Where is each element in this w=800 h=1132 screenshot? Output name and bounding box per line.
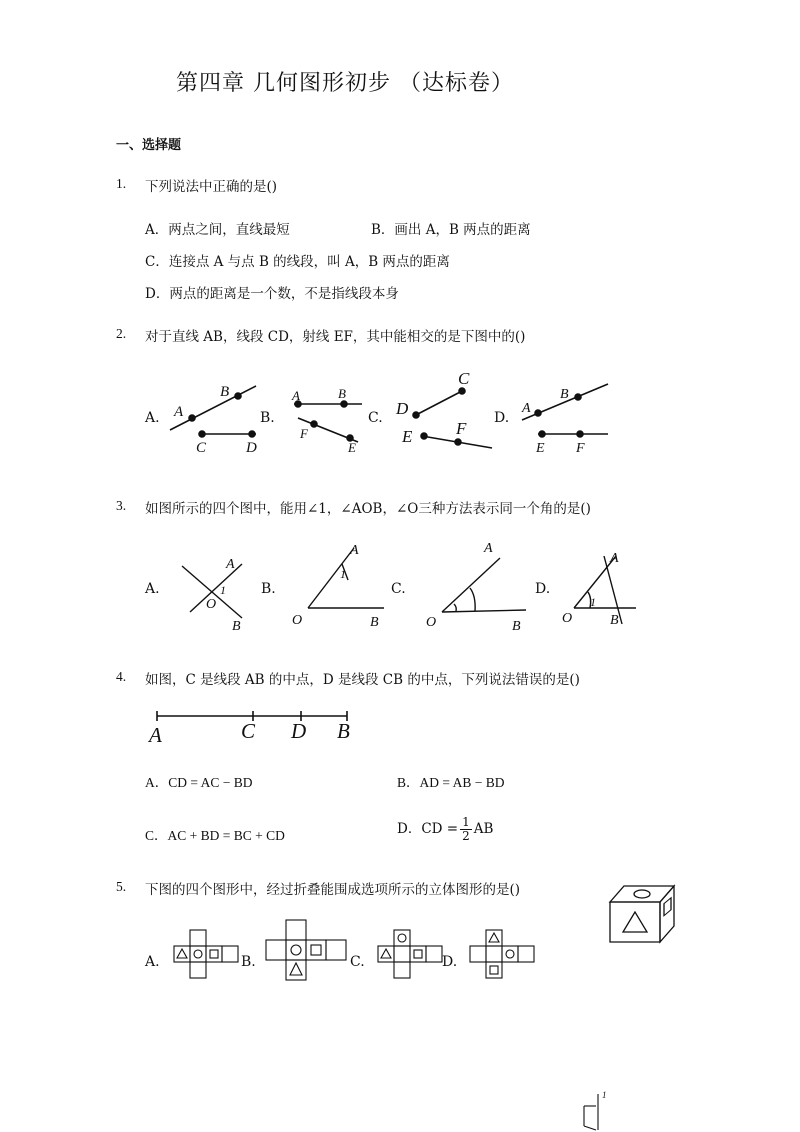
svg-text:F: F: [576, 441, 585, 456]
q5-net-b: [266, 920, 346, 980]
page-mark: 1: [602, 1090, 607, 1100]
question-4-option-b: B．AD = AB − BD: [397, 775, 505, 790]
q4-d-fraction: [460, 816, 472, 843]
q3-figures: [170, 536, 650, 636]
q2-figure-c: [395, 372, 492, 448]
question-3-text: 如图所示的四个图中，能用∠1，∠AOB，∠O三种方法表示同一个角的是(): [145, 501, 591, 517]
q3-label-a: A.: [145, 581, 160, 597]
svg-text:A: A: [226, 557, 235, 572]
question-1-option-a: A．两点之间，直线最短: [145, 222, 290, 238]
question-4-number: 4.: [116, 669, 127, 684]
section-heading: 一、选择题: [116, 138, 182, 153]
svg-text:O: O: [426, 615, 437, 630]
q4-d-suffix: AB: [473, 821, 494, 837]
q2-label-d: D.: [494, 410, 510, 426]
svg-text:O: O: [292, 613, 303, 628]
q3-label-b: B.: [261, 581, 276, 597]
question-1-option-d: D．两点的距离是一个数，不是指线段本身: [145, 286, 399, 302]
q2-figure-b: [291, 386, 362, 455]
svg-text:1: 1: [590, 595, 596, 609]
question-1-text: 下列说法中正确的是(): [145, 179, 278, 195]
svg-text:A: A: [610, 551, 619, 566]
svg-text:E: E: [536, 441, 545, 456]
svg-text:C: C: [241, 719, 256, 743]
q3-figure-b: [292, 543, 384, 630]
svg-text:A: A: [350, 543, 359, 558]
q5-nets: [168, 918, 548, 984]
q5-label-b: B.: [241, 954, 256, 970]
svg-text:F: F: [300, 426, 308, 441]
svg-text:D: D: [291, 719, 307, 743]
q2-figure-a: [170, 384, 257, 456]
svg-text:B: B: [610, 613, 619, 628]
q3-figure-c: [426, 541, 526, 634]
q2-figure-d: [521, 384, 608, 456]
question-5-number: 5.: [116, 879, 127, 894]
svg-text:A: A: [149, 723, 162, 746]
page-title: 第四章 几何图形初步 （达标卷）: [176, 71, 514, 96]
q5-label-a: A.: [145, 954, 160, 970]
q3-figure-d: [562, 551, 636, 628]
svg-text:B: B: [370, 615, 379, 630]
svg-text:C: C: [458, 372, 470, 388]
question-1-option-b: B．画出 A，B 两点的距离: [371, 222, 531, 238]
q4-d-numerator: 1: [462, 815, 470, 829]
q3-label-d: D.: [535, 581, 551, 597]
q2-figures: [160, 372, 620, 462]
question-4-option-a: A．CD = AC − BD: [145, 775, 253, 790]
svg-text:B: B: [337, 719, 350, 743]
q5-cube-figure: [604, 880, 680, 946]
svg-text:D: D: [396, 399, 409, 418]
svg-text:O: O: [206, 597, 217, 612]
svg-text:A: A: [174, 404, 184, 420]
q5-net-c: [378, 930, 442, 978]
svg-text:1: 1: [220, 583, 226, 597]
svg-text:B: B: [220, 384, 230, 400]
svg-text:A: A: [292, 388, 300, 403]
question-1-option-c: C．连接点 A 与点 B 的线段，叫 A，B 两点的距离: [145, 254, 450, 270]
svg-text:1: 1: [340, 567, 346, 581]
question-4-option-d: [397, 816, 493, 843]
q5-net-d: [470, 930, 534, 978]
question-4-option-c: C．AC + BD = BC + CD: [145, 828, 285, 843]
q4-d-prefix: D．CD =: [397, 821, 459, 837]
svg-text:F: F: [456, 419, 467, 438]
svg-text:B: B: [338, 386, 346, 401]
q4-d-denominator: 2: [462, 829, 470, 843]
svg-text:A: A: [522, 401, 531, 416]
corner-mark: [578, 1086, 614, 1132]
svg-text:B: B: [232, 619, 241, 634]
q2-label-c: C.: [368, 410, 383, 426]
svg-text:D: D: [246, 440, 257, 456]
question-3-number: 3.: [116, 498, 127, 513]
question-2-text: 对于直线 AB，线段 CD，射线 EF，其中能相交的是下图中的(): [145, 329, 526, 345]
question-4-text: 如图，C 是线段 AB 的中点，D 是线段 CB 的中点，下列说法错误的是(): [145, 672, 580, 688]
question-1-number: 1.: [116, 176, 127, 191]
svg-text:E: E: [402, 427, 413, 446]
svg-text:O: O: [562, 611, 573, 626]
q5-label-c: C.: [350, 954, 365, 970]
svg-text:E: E: [348, 440, 356, 455]
q3-label-c: C.: [391, 581, 406, 597]
q3-figure-a: [182, 557, 242, 634]
svg-text:B: B: [512, 619, 521, 634]
question-5-text: 下图的四个图形中，经过折叠能围成选项所示的立体图形的是(): [145, 882, 521, 898]
q5-net-a: [174, 930, 238, 978]
svg-text:B: B: [560, 387, 569, 402]
svg-text:A: A: [484, 541, 493, 556]
q5-label-d: D.: [442, 954, 458, 970]
question-2-number: 2.: [116, 326, 127, 341]
svg-text:C: C: [196, 440, 207, 456]
q2-label-b: B.: [260, 410, 275, 426]
q4-segment-figure: [145, 704, 365, 746]
q2-label-a: A.: [145, 410, 160, 426]
